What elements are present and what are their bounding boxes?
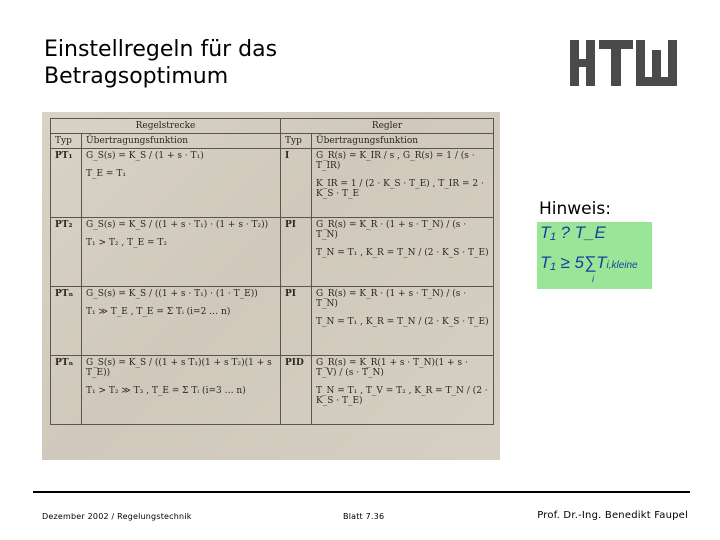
col-header-plant-type: Typ (51, 134, 82, 149)
plant-condition: T₁ ≫ T_E , T_E = Σ Tᵢ (i=2 … n) (86, 307, 231, 317)
hint-formula-2-main: T₁ ≥ 5∑T (540, 253, 607, 272)
col-header-ctrl-type: Typ (281, 134, 312, 149)
plant-cell (82, 287, 281, 356)
controller-type: PID (281, 356, 312, 425)
group-header-controller: Regler (281, 119, 494, 134)
plant-cell (82, 149, 281, 218)
controller-transfer-function: G_R(s) = K_R(1 + s · T_N)(1 + s · T_V) / (s · T_N) (316, 358, 468, 378)
plant-type: PT₂ (51, 218, 82, 287)
controller-cell (312, 356, 494, 425)
plant-cell (82, 356, 281, 425)
footer-left: Dezember 2002 / Regelungstechnik (42, 512, 192, 521)
hint-formula-2-subscript: i,kleine (606, 260, 638, 271)
table-row (51, 218, 494, 287)
hint-box (537, 222, 652, 289)
plant-type: PT₁ (51, 149, 82, 218)
hint-formula-2 (540, 253, 638, 273)
plant-condition: T₁ > T₂ , T_E = T₂ (86, 238, 168, 248)
controller-cell (312, 149, 494, 218)
hint-formula-1: T₁ ? T_E (540, 223, 606, 242)
controller-transfer-function: G_R(s) = K_R · (1 + s · T_N) / (s · T_N) (316, 289, 467, 309)
controller-type: I (281, 149, 312, 218)
controller-transfer-function: G_R(s) = K_R · (1 + s · T_N) / (s · T_N) (316, 220, 467, 240)
plant-transfer-function: G_S(s) = K_S / (1 + s · T₁) (86, 151, 204, 161)
htw-logo (570, 40, 688, 86)
controller-cell (312, 287, 494, 356)
controller-condition: K_IR = 1 / (2 · K_S · T_E) , T_IR = 2 · K_S · T_E (316, 179, 484, 199)
plant-condition: T_E = T₁ (86, 169, 126, 179)
controller-tuning-table (50, 118, 494, 425)
controller-condition: T_N = T₁ , K_R = T_N / (2 · K_S · T_E) (316, 248, 489, 258)
plant-cell (82, 218, 281, 287)
controller-transfer-function: G_R(s) = K_IR / s , G_R(s) = 1 / (s · T_IR) (316, 151, 475, 171)
controller-type: PI (281, 287, 312, 356)
table-row (51, 287, 494, 356)
footer-center: Blatt 7.36 (343, 512, 385, 521)
plant-transfer-function: G_S(s) = K_S / ((1 + s · T₁) · (1 + s · T₂)) (86, 220, 269, 230)
plant-condition: T₁ > T₂ ≫ T₃ , T_E = Σ Tᵢ (i=3 … n) (86, 386, 246, 396)
col-header-plant-tf: Übertragungsfunktion (82, 134, 281, 149)
controller-condition: T_N = T₁ , K_R = T_N / (2 · K_S · T_E) (316, 317, 489, 327)
plant-transfer-function: G_S(s) = K_S / ((1 + s T₁)(1 + s T₂)(1 + s T_E)) (86, 358, 272, 378)
plant-type: PTₙ (51, 356, 82, 425)
scanned-table-image (42, 112, 500, 460)
hint-sum-index: i (592, 274, 594, 284)
group-header-plant: Regelstrecke (51, 119, 281, 134)
footer-divider (33, 491, 690, 493)
table-row (51, 149, 494, 218)
table-row (51, 356, 494, 425)
hint-label: Hinweis: (539, 199, 611, 219)
plant-transfer-function: G_S(s) = K_S / ((1 + s · T₁) · (1 · T_E)) (86, 289, 258, 299)
controller-condition: T_N = T₁ , T_V = T₂ , K_R = T_N / (2 · K_S · T_E) (316, 386, 488, 406)
controller-cell (312, 218, 494, 287)
controller-type: PI (281, 218, 312, 287)
plant-type: PTₙ (51, 287, 82, 356)
page-title: Einstellregeln für das Betragsoptimum (44, 37, 278, 89)
col-header-ctrl-tf: Übertragungsfunktion (312, 134, 494, 149)
footer-right: Prof. Dr.-Ing. Benedikt Faupel (537, 510, 688, 521)
